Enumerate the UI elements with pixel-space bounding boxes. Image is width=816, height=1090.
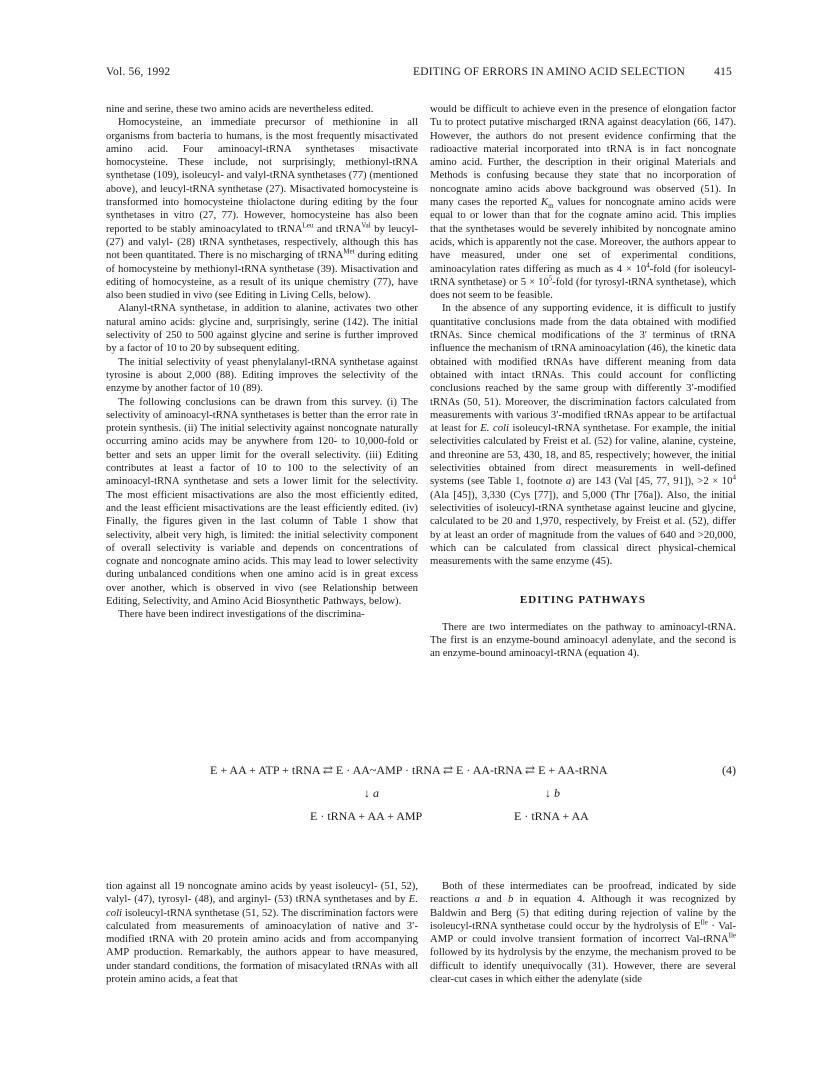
bottom-right-column	[430, 880, 736, 986]
paragraph: nine and serine, these two amino acids are nevertheless edited.	[106, 103, 374, 115]
bottom-left-column	[106, 880, 418, 986]
equation-number: (4)	[722, 763, 736, 777]
paragraph-intermediates: There are two intermediates on the pathway to aminoacyl-tRNA. The first is an enzyme-bound aminoacyl adenylate, and the second is an enzyme-bound aminoacyl-tRNA (equation 4).	[430, 620, 736, 660]
branch-a: ↓ a	[364, 786, 379, 800]
product-a: E · tRNA + AA + AMP	[310, 809, 423, 823]
paragraph-modified-trnas: In the absence of any supporting evidence, it is difficult to justify quantitative conclusions made from the data obtained with modified tRNAs. Since chemical modifications of the 3′ terminus of tRNA influence the mechanism of tRNA aminoacylation (46), the kinetic data obtained with modified tRNAs have different meaning from data obtained with intact tRNAs. This could account for conflicting conclusions reached by the same group with differently 3′-modified tRNAs (50, 51). Moreover, the discrimination factors calculated from measurements with various 3′-modified tRNAs appear to be artifactual at least for E. coli isoleucyl-tRNA synthetase. For example, the initial selectivities calculated by Freist et al. (52) for valine, alanine, cysteine, and threonine are 53, 430, 18, and 85, respectively; however, the initial selectivities obtained from direct measurements in well-defined systems (see Table 1, footnote a) are 143 (Val [45, 77, 91]), $>2 \times 10^4$ (Ala [45]), 3,330 (Cys [77]), and 5,000 (Thr [76a]). Also, the initial selectivities of isoleucyl-tRNA synthetase against leucine and glycine, calculated to be 20 and 1,970, respectively, by Freist et al. (52), differ by at least an order of magnitude from the values of 640 and >20,000, which can be calculated from classical direct physical-chemical measurements with the same enzyme (45).	[430, 302, 736, 568]
paragraph-conclusions: The following conclusions can be drawn from this survey. (i) The selectivity of aminoacyl-tRNA synthetases is better than the error rate in protein synthesis. (ii) The initial selectivity against noncognate naturally occurring amino acids may be anywhere from 120- to 10,000-fold or better and sets an upper limit for the overall selectivity. (iii) Editing contributes at least a factor of 10 to 100 to the selectivity of an aminoacyl-tRNA synthetase and sets a lower limit for the selectivity. The most efficient misactivations are also the most efficiently edited, and the least efficient misactivations are the least efficiently edited. (iv) Finally, the figures given in the last column of Table 1 show that selectivity, albeit very high, is limited: the initial selectivity component of overall selectivity is variable and depends on concentrations of cognate and noncognate amino acids. This may lead to lower selectivity during unbalanced conditions when one amino acid is in great excess over another, which is observed in vivo (see Relationship between Editing, Selectivity, and Amino Acid Biosynthetic Pathways, below).	[106, 395, 418, 607]
equation-4	[106, 756, 736, 836]
paragraph-alanyl: Alanyl-tRNA synthetase, in addition to alanine, activates two other natural amino acids: glycine and, surprisingly, serine (142). The initial selectivity of 250 to 500 against glycine and serine is further improved by a factor of 10 to 20 by subsequent editing.	[106, 302, 418, 355]
branch-b: ↓ b	[545, 786, 560, 800]
right-column	[430, 103, 736, 661]
section-heading: EDITING PATHWAYS	[519, 594, 647, 607]
paragraph-proofreading: Both of these intermediates can be proofread, indicated by side reactions a and b in equation 4. Although it was recognized by Baldwin and Berg (5) that editing during rejection of valine by the isoleucyl-tRNA synthetase could occur by the hydrolysis of $E^{Ile} \cdot Val-AMP$ or could involve transient formation of incorrect Val-tRNA$^{Ile}$ followed by its hydrolysis by the enzyme, the mechanism proved to be difficult to identify unequivocally (31). However, there are several clear-cut cases in which either the adenylate (side	[430, 880, 737, 986]
equation-main: E + AA + ATP + tRNA ⇄ E · AA~AMP · tRNA ⇄ E · AA-tRNA ⇄ E + AA-tRNA	[210, 763, 608, 777]
paragraph-discrimination: There have been indirect investigations of the discrimina-	[118, 608, 365, 621]
down-arrow-icon: ↓	[545, 786, 551, 800]
product-b: E · tRNA + AA	[514, 809, 589, 823]
header-right	[413, 66, 732, 78]
paragraph: would be difficult to achieve even in the presence of elongation factor Tu to protect putative mischarged tRNA against deacylation (66, 147). However, the authors do not present evidence confirming that the radioactive material incorporated into tRNA is in fact noncognate amino acid. Further, the description in their original Materials and Methods is confusing because they state that no incorporation of noncognate amino acids above background was observed (51). In many cases the reported $K_m$ values for noncognate amino acids were equal to or lower than that for the cognate amino acid. This implies that the synthetases would be severely inhibited by noncognate amino acids, which is apparently not the case. Moreover, the authors appear to have measured, under one set of experimental conditions, aminoacylation rates differing as much as $4 \times 10^4$-fold (for isoleucyl-tRNA synthetase) or $5 \times 10^5$-fold (for tyrosyl-tRNA synthetase), which does not seem to be feasible.	[430, 103, 736, 302]
journal-volume: Vol. 56, 1992	[106, 66, 171, 78]
paragraph: tion against all 19 noncognate amino acids by yeast isoleucyl- (51, 52), valyl- (47), tyrosyl- (48), and arginyl- (53) tRNA synthetases and by E. coli isoleucyl-tRNA synthetase (51, 52). The discrimination factors were calculated from measurements of aminoacylation of native and 3′-modified tRNA with 20 protein amino acids and from accompanying AMP production. Remarkably, the authors appear to have measured, under standard conditions, the formation of misacylated tRNAs with all protein amino acids, a feat that	[106, 880, 418, 986]
running-header	[106, 66, 732, 84]
page-number: 415	[714, 66, 732, 78]
running-title: EDITING OF ERRORS IN AMINO ACID SELECTION	[413, 66, 686, 78]
paragraph-homocysteine: Homocysteine, an immediate precursor of methionine in all organisms from bacteria to humans, is the most frequently misactivated amino acid. Four aminoacyl-tRNA synthetases misactivate homocysteine. These include, not surprisingly, methionyl-tRNA synthetase (109), isoleucyl- and valyl-tRNA synthetases (77) (mentioned above), and leucyl-tRNA synthetase (27). Misactivated homocysteine is transformed into homocysteine thiolactone during editing by the four synthetases in vitro (27, 77). However, homocysteine has also been reported to be stably aminoacylated to tRNA$^{Leu}$ and tRNA$^{Val}$ by leucyl- (27) and valyl- (28) tRNA synthetases, respectively, although this has not been quantitated. There is no mischarging of tRNA$^{Met}$ during editing of homocysteine by methionyl-tRNA synthetase (39). Misactivation and editing of homocysteine, as a result of its unique chemistry (77), have also been studied in vivo (see Editing in Living Cells, below).	[106, 116, 418, 302]
left-column	[106, 103, 418, 622]
paragraph-phenylalanyl: The initial selectivity of yeast phenylalanyl-tRNA synthetase against tyrosine is about 2,000 (88). Editing improves the selectivity of the enzyme by another factor of 10 (89).	[106, 355, 418, 395]
down-arrow-icon: ↓	[364, 786, 370, 800]
